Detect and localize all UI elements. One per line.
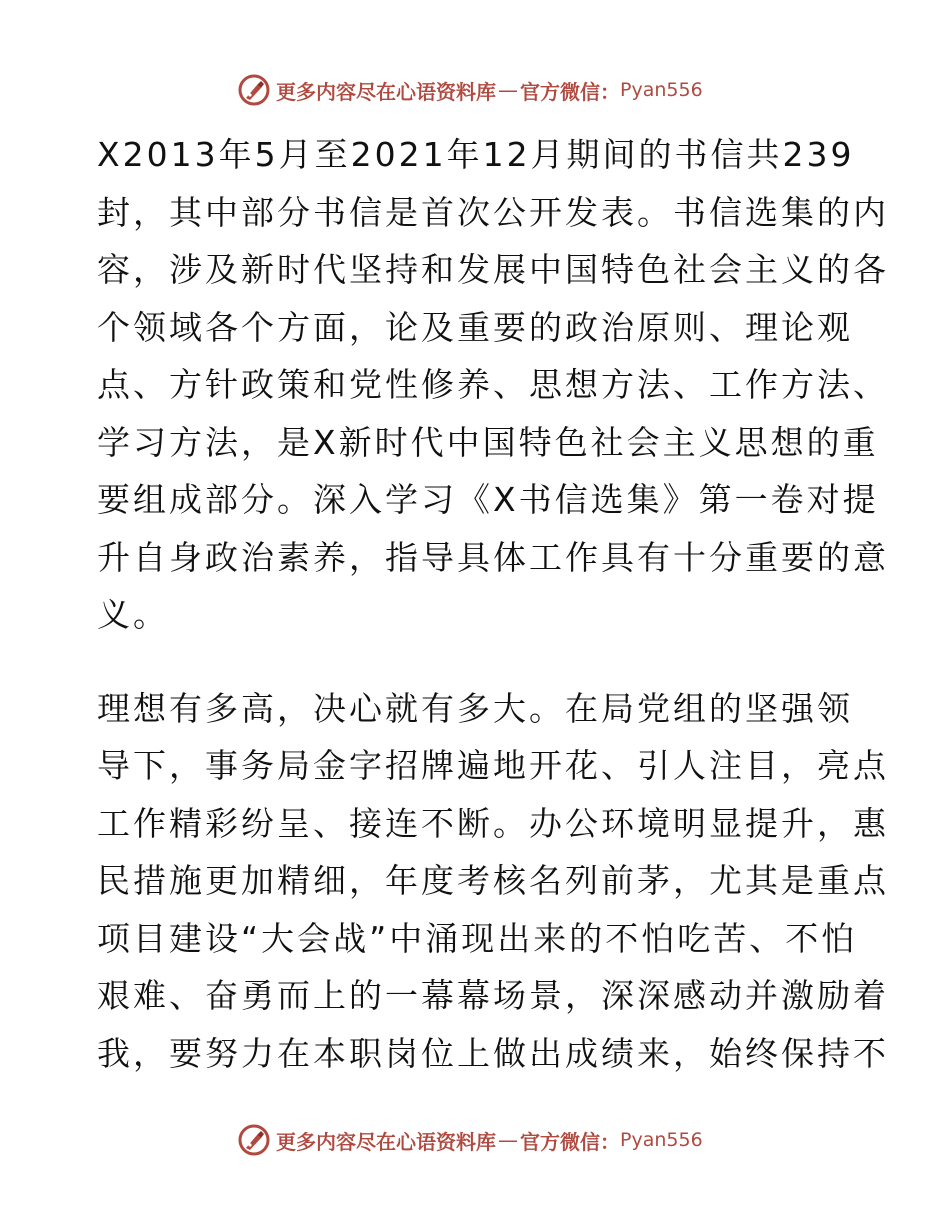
watermark-wechat-label: 官方微信： — [520, 79, 620, 104]
paragraph-1 — [97, 126, 889, 644]
watermark-site-text: 更多内容尽在心语资料库 — [276, 79, 496, 104]
paragraph-gap — [97, 644, 857, 680]
pen-nib-circle-icon — [236, 72, 272, 108]
text-line: 升自身政治素养，指导具体工作具有十分重要的意 — [97, 537, 889, 577]
watermark-separator: — — [498, 1128, 518, 1152]
text-line: 要组成部分。深入学习《X书信选集》第一卷对提 — [97, 480, 879, 519]
watermark-wechat-id: Pyan556 — [620, 1129, 703, 1151]
watermark-separator: — — [498, 78, 518, 102]
paragraph-2 — [97, 680, 889, 1083]
text-line: 封，其中部分书信是首次公开发表。书信选集的内 — [97, 192, 889, 232]
watermark-wechat-id: Pyan556 — [620, 79, 703, 101]
text-line: 项目建设“大会战”中涌现出来的不怕吃苦、不怕 — [97, 918, 858, 958]
text-line: 理想有多高，决心就有多大。在局党组的坚强领 — [97, 688, 853, 728]
text-line: 个领域各个方面，论及重要的政治原则、理论观 — [97, 307, 853, 347]
pen-nib-circle-icon — [236, 1122, 272, 1158]
text-line: 民措施更加精细，年度考核名列前茅，尤其是重点 — [97, 861, 889, 900]
watermark-site-text: 更多内容尽在心语资料库 — [276, 1129, 496, 1154]
text-line: 点、方针政策和党性修养、思想方法、工作方法、 — [97, 365, 889, 404]
text-line: 容，涉及新时代坚持和发展中国特色社会主义的各 — [97, 250, 889, 289]
footer-watermark — [236, 1120, 703, 1160]
text-line: X2013年5月至2021年12月期间的书信共239 — [97, 135, 855, 174]
text-line: 学习方法，是X新时代中国特色社会主义思想的重 — [97, 422, 879, 462]
text-line: 义。 — [97, 595, 169, 634]
text-line: 工作精彩纷呈、接连不断。办公环境明显提升，惠 — [97, 803, 889, 843]
header-watermark — [236, 70, 703, 110]
text-line: 导下，事务局金字招牌遍地开花、引人注目，亮点 — [97, 746, 889, 785]
text-line: 我，要努力在本职岗位上做出成绩来，始终保持不 — [97, 1033, 889, 1073]
watermark-wechat-label: 官方微信： — [520, 1129, 620, 1154]
document-body — [97, 126, 889, 1082]
text-line: 艰难、奋勇而上的一幕幕场景，深深感动并激励着 — [97, 976, 889, 1015]
